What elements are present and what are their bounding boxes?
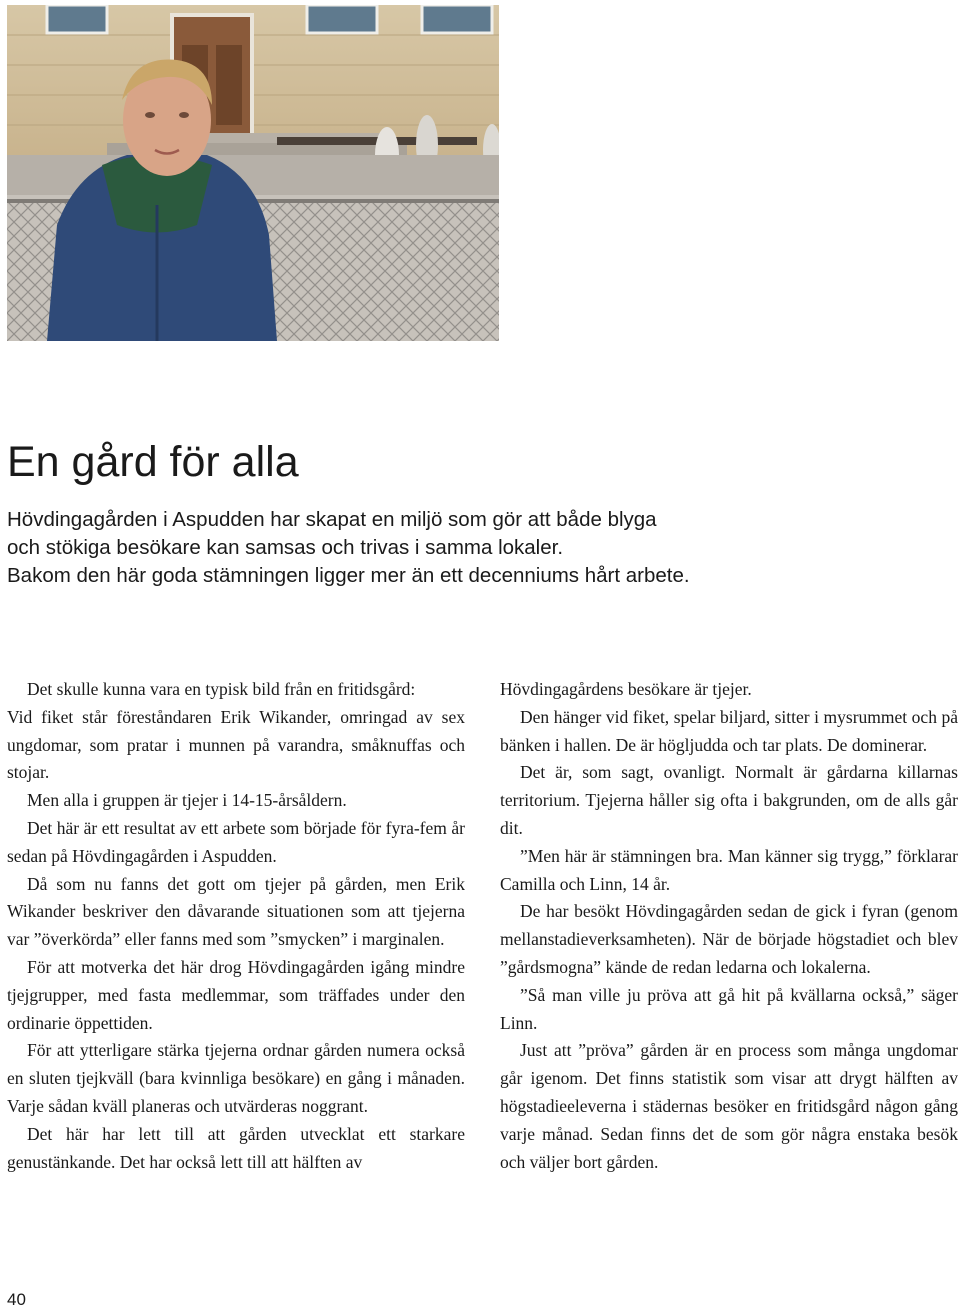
body-paragraph: Vid fiket står föreståndaren Erik Wikander, omringad av sex ungdomar, som pratar i munnen på varandra, småknuffas och stojar. — [7, 706, 465, 783]
body-paragraph: ”Men här är stämningen bra. Man känner sig trygg,” förklarar Camilla och Linn, 14 år. — [500, 845, 958, 894]
body-paragraph: De har besökt Hövdingagården sedan de gick i fyran (genom mellanstadieverksamheten). När de började högstadiet och blev ”gårdsmogna” kände de redan ledarna och lokalerna. — [500, 901, 958, 977]
ingress-line: Bakom den här goda stämningen ligger mer än ett decenniums hårt arbete. — [7, 564, 690, 587]
body-paragraph: Men alla i gruppen är tjejer i 14-15-årsåldern. — [27, 790, 347, 811]
body-paragraph: För att motverka det här drog Hövdingagården igång mindre tjejgrupper, med fasta medlemmar, som träffades under den ordinarie öppettiden. — [7, 956, 465, 1033]
body-paragraph: Då som nu fanns det gott om tjejer på gården, men Erik Wikander beskriver den dåvarande situationen som att tjejerna var ”överkörda” eller fanns med som ”smycken” i marginalen. — [7, 873, 465, 950]
page-number: 40 — [7, 1290, 26, 1309]
body-column-left — [7, 676, 465, 1176]
body-paragraph: Det är, som sagt, ovanligt. Normalt är gårdarna killarnas territorium. Tjejerna håller sig ofta i bakgrunden, om de alls går dit. — [500, 762, 958, 838]
body-paragraph: För att ytterligare stärka tjejerna ordnar gården numera också en sluten tjejkväll (bara kvinnliga besökare) en gång i månaden. Varje sådan kväll planeras och utvärderas noggrant. — [7, 1040, 465, 1116]
body-column-right — [500, 676, 958, 1176]
body-paragraph: Just att ”pröva” gården är en process som många ungdomar går igenom. Det finns statistik som visar att drygt hälften av högstadieeleverna i städernas besöker en fritidsgård någon gång varje månad. Sedan finns det de som gör några enstaka besök och väljer bort gården. — [500, 1040, 958, 1172]
body-paragraph: Den hänger vid fiket, spelar biljard, sitter i mysrummet och på bänken i hallen. De är högljudda och tar plats. De dominerar. — [500, 706, 958, 755]
body-paragraph: Det här har lett till att gården utvecklat ett starkare genustänkande. Det har också lett till att hälften av — [7, 1123, 465, 1172]
body-paragraph: Hövdingagårdens besökare är tjejer. — [500, 679, 752, 699]
article-photo — [7, 5, 499, 341]
body-paragraph: Det skulle kunna vara en typisk bild från en fritidsgård: — [27, 679, 416, 699]
ingress-line: och stökiga besökare kan samsas och trivas i samma lokaler. — [7, 536, 564, 559]
article-headline: En gård för alla — [7, 438, 299, 486]
ingress-line: Hövdingagården i Aspudden har skapat en miljö som gör att både blyga — [7, 508, 657, 531]
body-paragraph: Det här är ett resultat av ett arbete som började för fyra-fem år sedan på Hövdingagården i Aspudden. — [7, 817, 465, 866]
article-ingress — [7, 506, 837, 590]
body-paragraph: ”Så man ville ju pröva att gå hit på kvällarna också,” säger Linn. — [500, 984, 958, 1033]
